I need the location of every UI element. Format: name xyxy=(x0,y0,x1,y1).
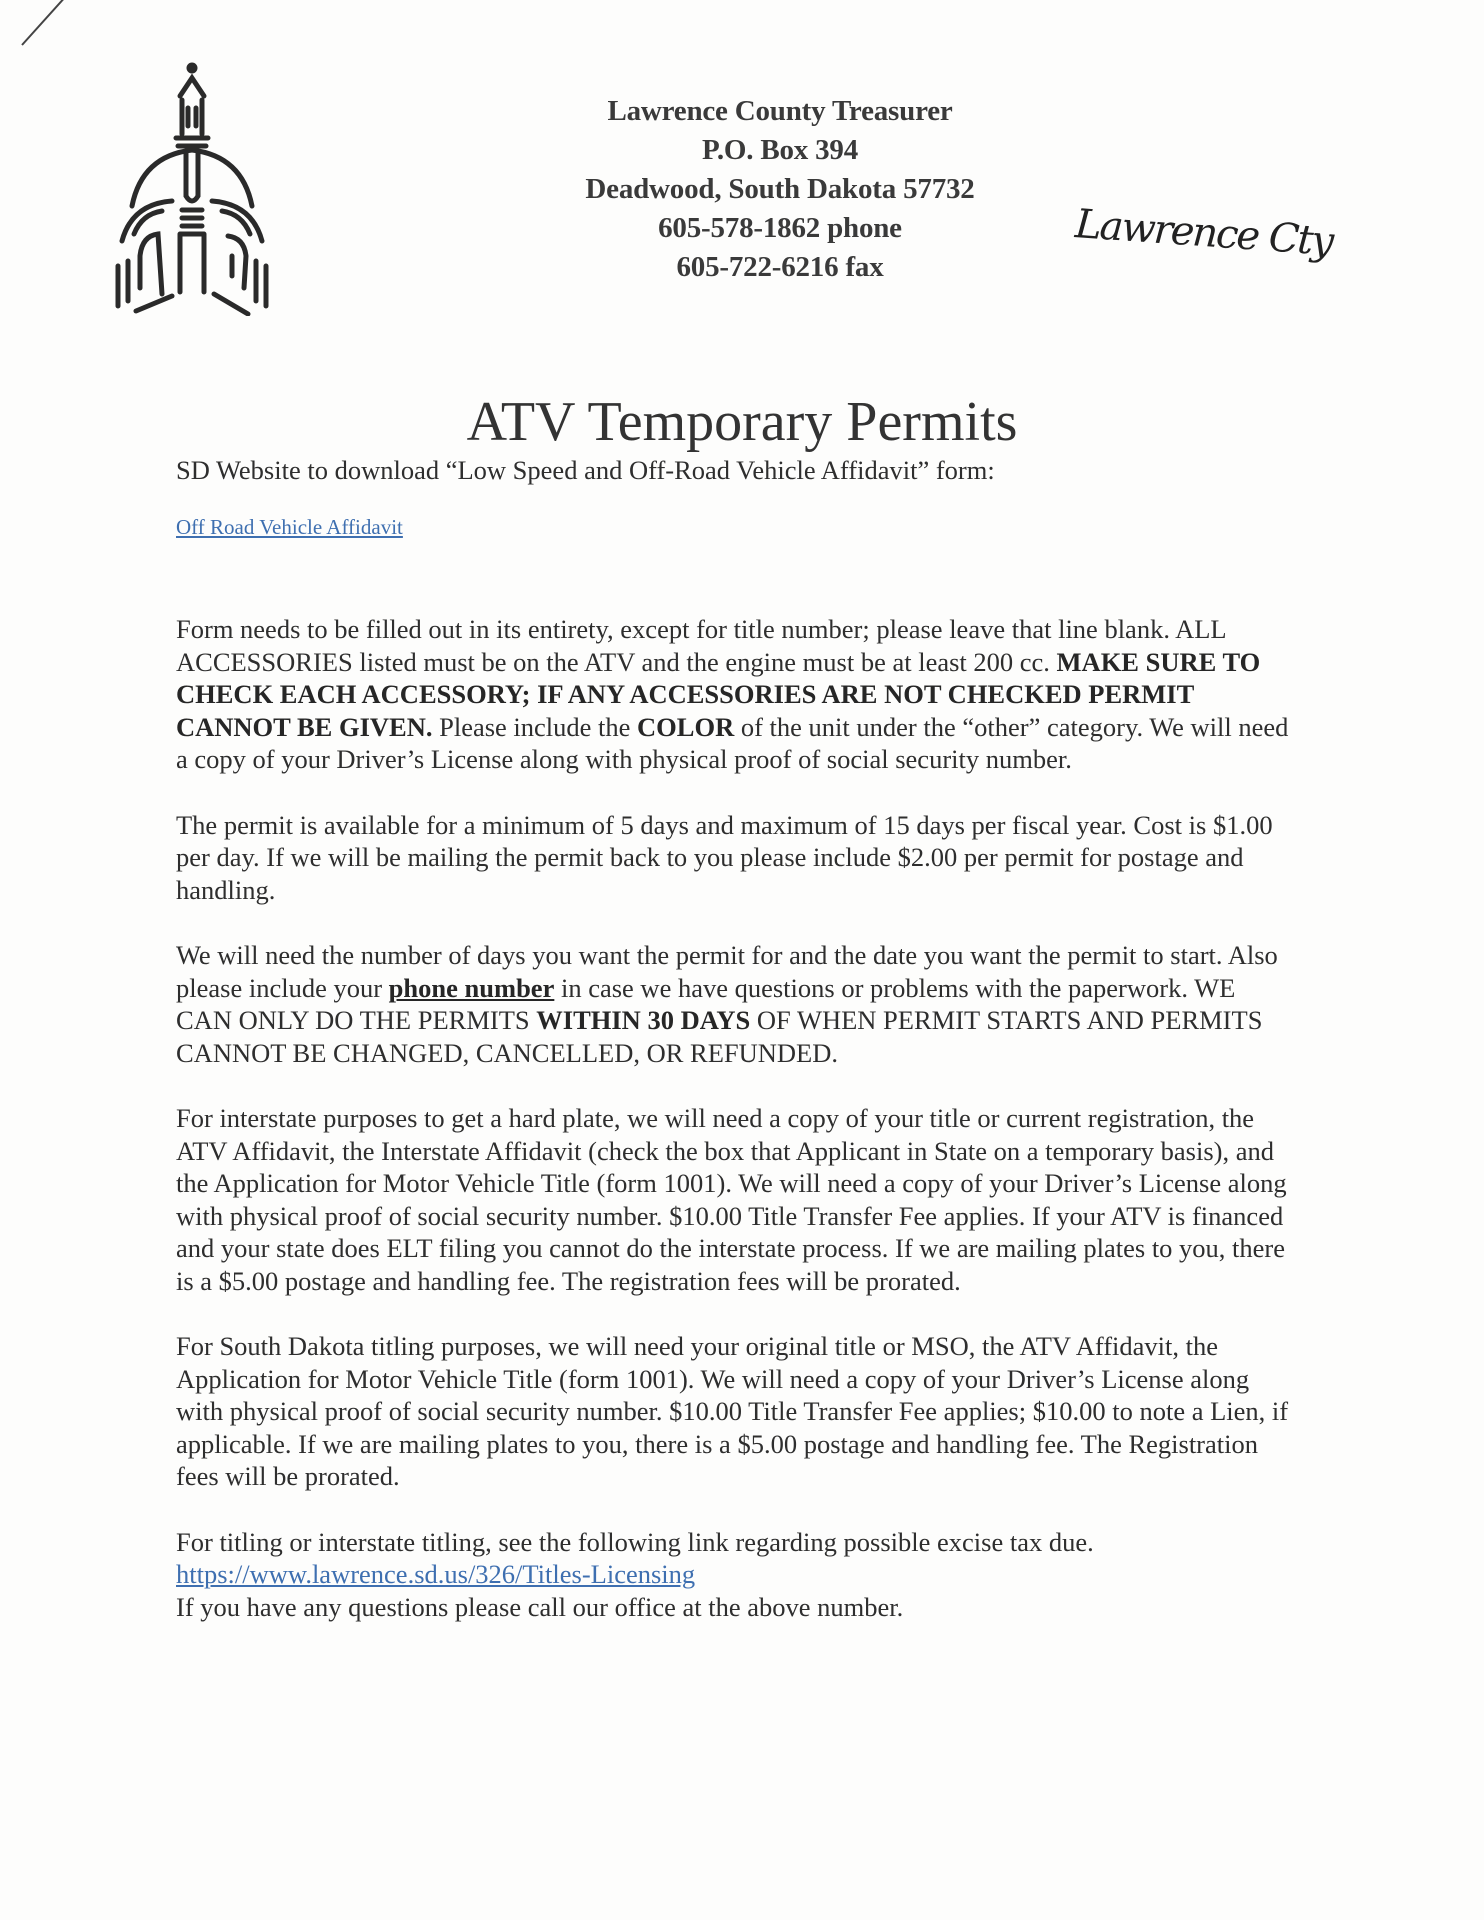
details-text-2: in case we have questions or problems with the paperwork. WE CAN ONLY DO THE PERMITS xyxy=(176,972,1236,1035)
courthouse-dome-icon xyxy=(92,56,292,316)
form-accessory-warning: MAKE SURE TO CHECK EACH ACCESSORY; IF ANY ACCESSORIES ARE NOT CHECKED PERMIT CANNOT BE GIVEN. xyxy=(176,646,1261,742)
paragraph-closing xyxy=(176,1526,1296,1624)
paragraph-form xyxy=(176,613,1296,776)
letterhead xyxy=(520,92,1040,287)
fax-number: 605-722-6216 fax xyxy=(676,251,884,283)
details-text-1: We will need the number of days you want the permit for and the date you want the permit to start. Also please include your xyxy=(176,940,1278,1003)
form-text-3: of the unit under the “other” category. We will need a copy of your Driver’s License along with physical proof of social security number. xyxy=(176,711,1289,774)
office-name: Lawrence County Treasurer xyxy=(607,95,953,127)
page-title: ATV Temporary Permits xyxy=(466,390,1018,453)
affidavit-link-line xyxy=(176,509,1296,544)
affidavit-link[interactable]: Off Road Vehicle Affidavit xyxy=(176,514,403,539)
form-color-emphasis: COLOR xyxy=(637,711,735,742)
paragraph-interstate: For interstate purposes to get a hard plate, we will need a copy of your title or current registration, the ATV Affidavit, the Interstate Affidavit (check the box that Applicant in State on a temporary basis), and the Application for Motor Vehicle Title (form 1001). We will need a copy of your Driver’s License along with physical proof of social security number. $10.00 Title Transfer Fee applies. If your ATV is financed and your state does ELT filing you cannot do the interstate process. If we are mailing plates to you, there is a $5.00 postage and handling fee. The registration fees will be prorated. xyxy=(176,1103,1287,1296)
titles-licensing-link[interactable]: https://www.lawrence.sd.us/326/Titles-Licensing xyxy=(176,1559,696,1589)
form-text-2: Please include the xyxy=(439,711,631,742)
city-state-zip: Deadwood, South Dakota 57732 xyxy=(585,173,975,205)
phone-number-emphasis: phone number xyxy=(388,972,555,1003)
paragraph-availability: The permit is available for a minimum of 5 days and maximum of 15 days per fiscal year. Cost is $1.00 per day. If we will be mailing the permit back to you please include $2.00 per permit for postage and handling. xyxy=(176,809,1273,905)
handwritten-note: Lawrence Cty xyxy=(1073,201,1334,265)
document-body xyxy=(176,454,1296,1623)
paragraph-details xyxy=(176,939,1296,1069)
closing-line-3: If you have any questions please call our office at the above number. xyxy=(176,1591,904,1622)
closing-line-1: For titling or interstate titling, see the following link regarding possible excise tax due. xyxy=(176,1526,1094,1557)
po-box: P.O. Box 394 xyxy=(701,134,859,166)
within-30-days-emphasis: WITHIN 30 DAYS xyxy=(536,1005,751,1035)
form-text-1: Form needs to be filled out in its entirety, except for title number; please leave that line blank. ALL ACCESSORIES listed must be on the ATV and the engine must be at least 200 cc. xyxy=(176,614,1226,677)
stray-pen-mark xyxy=(21,0,76,46)
phone-number: 605-578-1862 phone xyxy=(658,212,902,244)
details-text-3: OF WHEN PERMIT STARTS AND PERMITS CANNOT BE CHANGED, CANCELLED, OR REFUNDED. xyxy=(176,1005,1263,1068)
paragraph-south-dakota: For South Dakota titling purposes, we will need your original title or MSO, the ATV Affidavit, the Application for Motor Vehicle Title (form 1001). We will need a copy of your Driver’s License along with physical proof of social security number. $10.00 Title Transfer Fee applies; $10.00 to note a Lien, if applicable. If we are mailing plates to you, there is a $5.00 postage and handling fee. The Registration fees will be prorated. xyxy=(176,1331,1289,1491)
intro-text: SD Website to download “Low Speed and Off-Road Vehicle Affidavit” form: xyxy=(176,455,995,485)
